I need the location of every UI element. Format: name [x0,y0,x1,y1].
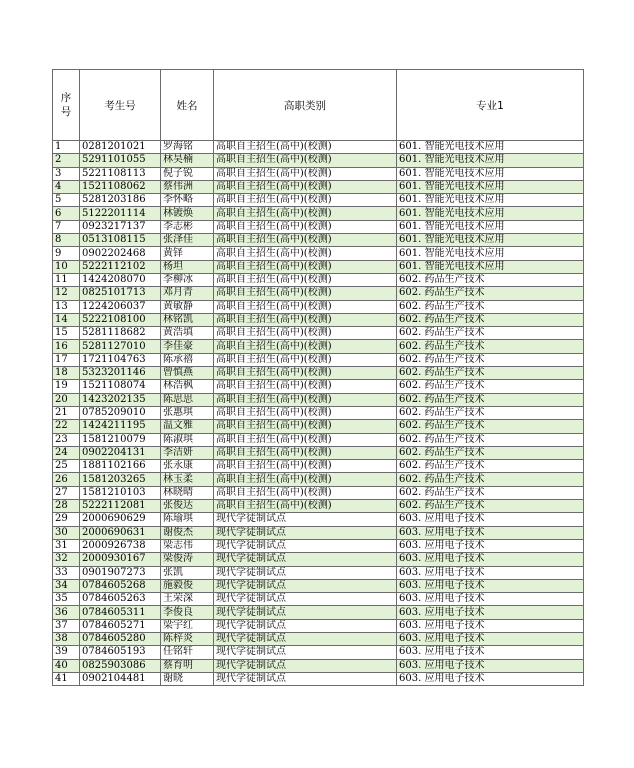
seq-cell: 33 [53,566,80,579]
seq-cell: 29 [53,513,80,526]
major-cell: 602. 药品生产技术 [397,446,584,459]
exam-id-cell: 5222112081 [80,500,161,513]
table-row [53,526,584,539]
major-cell: 603. 应用电子技术 [397,539,584,552]
table-row [53,473,584,486]
major-cell: 601. 智能光电技术应用 [397,260,584,273]
seq-cell: 27 [53,486,80,499]
major-cell: 603. 应用电子技术 [397,606,584,619]
name-cell: 李怀略 [161,194,214,207]
major-cell: 601. 智能光电技术应用 [397,207,584,220]
exam-id-cell: 2000930167 [80,553,161,566]
name-cell: 林铭凯 [161,313,214,326]
table-row [53,141,584,154]
category-cell: 高职自主招生(高中)(校测) [214,220,397,233]
table-row [53,446,584,459]
category-cell: 高职自主招生(高中)(校测) [214,287,397,300]
category-cell: 高职自主招生(高中)(校测) [214,406,397,419]
name-cell: 李佳豪 [161,340,214,353]
table-row [53,433,584,446]
seq-cell: 4 [53,180,80,193]
table-row [53,180,584,193]
name-cell: 曾慎燕 [161,367,214,380]
exam-id-cell: 5281118682 [80,327,161,340]
major-cell: 602. 药品生产技术 [397,287,584,300]
exam-id-cell: 1424211195 [80,420,161,433]
seq-cell: 14 [53,313,80,326]
name-cell: 倪子锐 [161,167,214,180]
exam-id-cell: 0784605263 [80,593,161,606]
name-cell: 李洁妍 [161,446,214,459]
seq-cell: 19 [53,380,80,393]
exam-id-cell: 5122201114 [80,207,161,220]
major-cell: 603. 应用电子技术 [397,646,584,659]
seq-cell: 18 [53,367,80,380]
seq-cell: 22 [53,420,80,433]
major-cell: 601. 智能光电技术应用 [397,247,584,260]
table-row [53,234,584,247]
name-cell: 杨坦 [161,260,214,273]
seq-cell: 32 [53,553,80,566]
category-cell: 高职自主招生(高中)(校测) [214,367,397,380]
exam-id-cell: 5281127010 [80,340,161,353]
table-row [53,313,584,326]
major-cell: 602. 药品生产技术 [397,393,584,406]
header-seq: 序 号 [53,70,80,141]
name-cell: 陈承禧 [161,353,214,366]
major-cell: 601. 智能光电技术应用 [397,220,584,233]
header-category: 高职类别 [214,70,397,141]
seq-cell: 10 [53,260,80,273]
table-row [53,273,584,286]
table-row [53,353,584,366]
category-cell: 现代学徒制试点 [214,606,397,619]
admission-list-table [52,69,584,686]
name-cell: 李柳冰 [161,273,214,286]
seq-cell: 16 [53,340,80,353]
exam-id-cell: 1224206037 [80,300,161,313]
table-row [53,619,584,632]
exam-id-cell: 0784605268 [80,579,161,592]
category-cell: 高职自主招生(高中)(校测) [214,446,397,459]
seq-cell: 41 [53,672,80,685]
table-row [53,486,584,499]
category-cell: 高职自主招生(高中)(校测) [214,380,397,393]
category-cell: 现代学徒制试点 [214,526,397,539]
table-row [53,247,584,260]
name-cell: 林晓晴 [161,486,214,499]
seq-cell: 7 [53,220,80,233]
name-cell: 陈思思 [161,393,214,406]
category-cell: 高职自主招生(高中)(校测) [214,194,397,207]
table-row [53,539,584,552]
name-cell: 李俊良 [161,606,214,619]
name-cell: 陈淑琪 [161,433,214,446]
exam-id-cell: 0785209010 [80,406,161,419]
exam-id-cell: 5222108100 [80,313,161,326]
exam-id-cell: 0825101713 [80,287,161,300]
table-body [53,141,584,686]
exam-id-cell: 1581210103 [80,486,161,499]
seq-cell: 5 [53,194,80,207]
category-cell: 现代学徒制试点 [214,646,397,659]
major-cell: 602. 药品生产技术 [397,406,584,419]
seq-cell: 15 [53,327,80,340]
seq-cell: 3 [53,167,80,180]
major-cell: 603. 应用电子技术 [397,593,584,606]
exam-id-cell: 0901907273 [80,566,161,579]
seq-cell: 28 [53,500,80,513]
seq-cell: 23 [53,433,80,446]
seq-cell: 34 [53,579,80,592]
name-cell: 张泽佳 [161,234,214,247]
exam-id-cell: 0784605311 [80,606,161,619]
table-row [53,393,584,406]
name-cell: 张惠琪 [161,406,214,419]
name-cell: 林镀焕 [161,207,214,220]
table-row [53,406,584,419]
exam-id-cell: 0902202468 [80,247,161,260]
table-row [53,566,584,579]
exam-id-cell: 2000690629 [80,513,161,526]
major-cell: 603. 应用电子技术 [397,619,584,632]
seq-cell: 38 [53,632,80,645]
major-cell: 603. 应用电子技术 [397,659,584,672]
category-cell: 高职自主招生(高中)(校测) [214,167,397,180]
category-cell: 现代学徒制试点 [214,593,397,606]
category-cell: 现代学徒制试点 [214,659,397,672]
seq-cell: 11 [53,273,80,286]
header-major: 专业1 [397,70,584,141]
table-row [53,672,584,685]
category-cell: 高职自主招生(高中)(校测) [214,433,397,446]
name-cell: 谢晓 [161,672,214,685]
seq-cell: 40 [53,659,80,672]
table-row [53,194,584,207]
category-cell: 现代学徒制试点 [214,579,397,592]
exam-id-cell: 0784605193 [80,646,161,659]
category-cell: 高职自主招生(高中)(校测) [214,247,397,260]
name-cell: 李志彬 [161,220,214,233]
category-cell: 现代学徒制试点 [214,672,397,685]
major-cell: 601. 智能光电技术应用 [397,234,584,247]
name-cell: 温文雅 [161,420,214,433]
exam-id-cell: 1881102166 [80,460,161,473]
major-cell: 601. 智能光电技术应用 [397,180,584,193]
name-cell: 林浩枫 [161,380,214,393]
category-cell: 现代学徒制试点 [214,513,397,526]
exam-id-cell: 0902104481 [80,672,161,685]
major-cell: 602. 药品生产技术 [397,500,584,513]
table-row [53,380,584,393]
name-cell: 邓月青 [161,287,214,300]
exam-id-cell: 1581203265 [80,473,161,486]
table-row [53,646,584,659]
name-cell: 林昊楠 [161,154,214,167]
name-cell: 黄浩填 [161,327,214,340]
seq-cell: 8 [53,234,80,247]
exam-id-cell: 5291101055 [80,154,161,167]
category-cell: 高职自主招生(高中)(校测) [214,154,397,167]
major-cell: 602. 药品生产技术 [397,380,584,393]
category-cell: 高职自主招生(高中)(校测) [214,180,397,193]
category-cell: 高职自主招生(高中)(校测) [214,260,397,273]
major-cell: 602. 药品生产技术 [397,353,584,366]
seq-cell: 25 [53,460,80,473]
category-cell: 现代学徒制试点 [214,632,397,645]
exam-id-cell: 0902204131 [80,446,161,459]
table-row [53,593,584,606]
exam-id-cell: 5281203186 [80,194,161,207]
table-row [53,300,584,313]
table-row [53,167,584,180]
table-row [53,579,584,592]
name-cell: 林玉柔 [161,473,214,486]
exam-id-cell: 1521108062 [80,180,161,193]
table-row [53,154,584,167]
exam-id-cell: 5323201146 [80,367,161,380]
major-cell: 601. 智能光电技术应用 [397,194,584,207]
major-cell: 603. 应用电子技术 [397,553,584,566]
exam-id-cell: 5221108113 [80,167,161,180]
name-cell: 罗海铭 [161,141,214,154]
category-cell: 高职自主招生(高中)(校测) [214,234,397,247]
name-cell: 梁志伟 [161,539,214,552]
name-cell: 蔡育明 [161,659,214,672]
exam-id-cell: 0923217137 [80,220,161,233]
seq-cell: 37 [53,619,80,632]
seq-cell: 30 [53,526,80,539]
category-cell: 现代学徒制试点 [214,566,397,579]
major-cell: 603. 应用电子技术 [397,566,584,579]
seq-cell: 20 [53,393,80,406]
category-cell: 高职自主招生(高中)(校测) [214,327,397,340]
category-cell: 高职自主招生(高中)(校测) [214,486,397,499]
major-cell: 602. 药品生产技术 [397,433,584,446]
name-cell: 施毅俊 [161,579,214,592]
seq-cell: 6 [53,207,80,220]
major-cell: 601. 智能光电技术应用 [397,141,584,154]
table-row [53,460,584,473]
table-row [53,659,584,672]
name-cell: 张永康 [161,460,214,473]
seq-cell: 39 [53,646,80,659]
major-cell: 602. 药品生产技术 [397,313,584,326]
table-row [53,207,584,220]
table-row [53,340,584,353]
exam-id-cell: 2000926738 [80,539,161,552]
major-cell: 603. 应用电子技术 [397,526,584,539]
major-cell: 603. 应用电子技术 [397,672,584,685]
table-row [53,632,584,645]
name-cell: 陈瑜琪 [161,513,214,526]
table-row [53,606,584,619]
major-cell: 602. 药品生产技术 [397,300,584,313]
table-row [53,260,584,273]
major-cell: 602. 药品生产技术 [397,460,584,473]
table-row [53,500,584,513]
major-cell: 602. 药品生产技术 [397,486,584,499]
seq-cell: 21 [53,406,80,419]
table-row [53,287,584,300]
seq-cell: 36 [53,606,80,619]
name-cell: 黄敏静 [161,300,214,313]
category-cell: 高职自主招生(高中)(校测) [214,393,397,406]
major-cell: 602. 药品生产技术 [397,340,584,353]
header-name: 姓名 [161,70,214,141]
category-cell: 现代学徒制试点 [214,553,397,566]
name-cell: 张俊达 [161,500,214,513]
seq-cell: 24 [53,446,80,459]
table-row [53,420,584,433]
category-cell: 高职自主招生(高中)(校测) [214,273,397,286]
major-cell: 602. 药品生产技术 [397,473,584,486]
major-cell: 602. 药品生产技术 [397,420,584,433]
major-cell: 603. 应用电子技术 [397,513,584,526]
category-cell: 高职自主招生(高中)(校测) [214,300,397,313]
major-cell: 603. 应用电子技术 [397,632,584,645]
header-row [53,70,584,141]
name-cell: 谢俊杰 [161,526,214,539]
table-row [53,327,584,340]
exam-id-cell: 1424208070 [80,273,161,286]
category-cell: 高职自主招生(高中)(校测) [214,500,397,513]
major-cell: 601. 智能光电技术应用 [397,154,584,167]
table-row [53,367,584,380]
exam-id-cell: 0784605271 [80,619,161,632]
seq-cell: 26 [53,473,80,486]
exam-id-cell: 1521108074 [80,380,161,393]
category-cell: 高职自主招生(高中)(校测) [214,460,397,473]
seq-cell: 31 [53,539,80,552]
header-exam-id: 考生号 [80,70,161,141]
name-cell: 陈梓炎 [161,632,214,645]
category-cell: 高职自主招生(高中)(校测) [214,313,397,326]
seq-cell: 1 [53,141,80,154]
name-cell: 王荣深 [161,593,214,606]
major-cell: 603. 应用电子技术 [397,579,584,592]
name-cell: 梁俊涛 [161,553,214,566]
name-cell: 任铭轩 [161,646,214,659]
exam-id-cell: 1721104763 [80,353,161,366]
name-cell: 蔡伟洲 [161,180,214,193]
category-cell: 高职自主招生(高中)(校测) [214,340,397,353]
exam-id-cell: 1423202135 [80,393,161,406]
category-cell: 高职自主招生(高中)(校测) [214,420,397,433]
seq-cell: 9 [53,247,80,260]
category-cell: 高职自主招生(高中)(校测) [214,141,397,154]
seq-cell: 2 [53,154,80,167]
exam-id-cell: 0513108115 [80,234,161,247]
category-cell: 高职自主招生(高中)(校测) [214,353,397,366]
category-cell: 高职自主招生(高中)(校测) [214,207,397,220]
seq-cell: 35 [53,593,80,606]
category-cell: 高职自主招生(高中)(校测) [214,473,397,486]
exam-id-cell: 0784605280 [80,632,161,645]
major-cell: 601. 智能光电技术应用 [397,167,584,180]
table-row [53,220,584,233]
major-cell: 602. 药品生产技术 [397,273,584,286]
seq-cell: 12 [53,287,80,300]
name-cell: 张凯 [161,566,214,579]
category-cell: 现代学徒制试点 [214,619,397,632]
name-cell: 黄铎 [161,247,214,260]
seq-cell: 17 [53,353,80,366]
major-cell: 602. 药品生产技术 [397,367,584,380]
exam-id-cell: 0825903086 [80,659,161,672]
exam-id-cell: 0281201021 [80,141,161,154]
seq-cell: 13 [53,300,80,313]
major-cell: 602. 药品生产技术 [397,327,584,340]
table-row [53,513,584,526]
exam-id-cell: 1581210079 [80,433,161,446]
table-row [53,553,584,566]
name-cell: 梁宇红 [161,619,214,632]
exam-id-cell: 2000690631 [80,526,161,539]
category-cell: 现代学徒制试点 [214,539,397,552]
exam-id-cell: 5222112102 [80,260,161,273]
